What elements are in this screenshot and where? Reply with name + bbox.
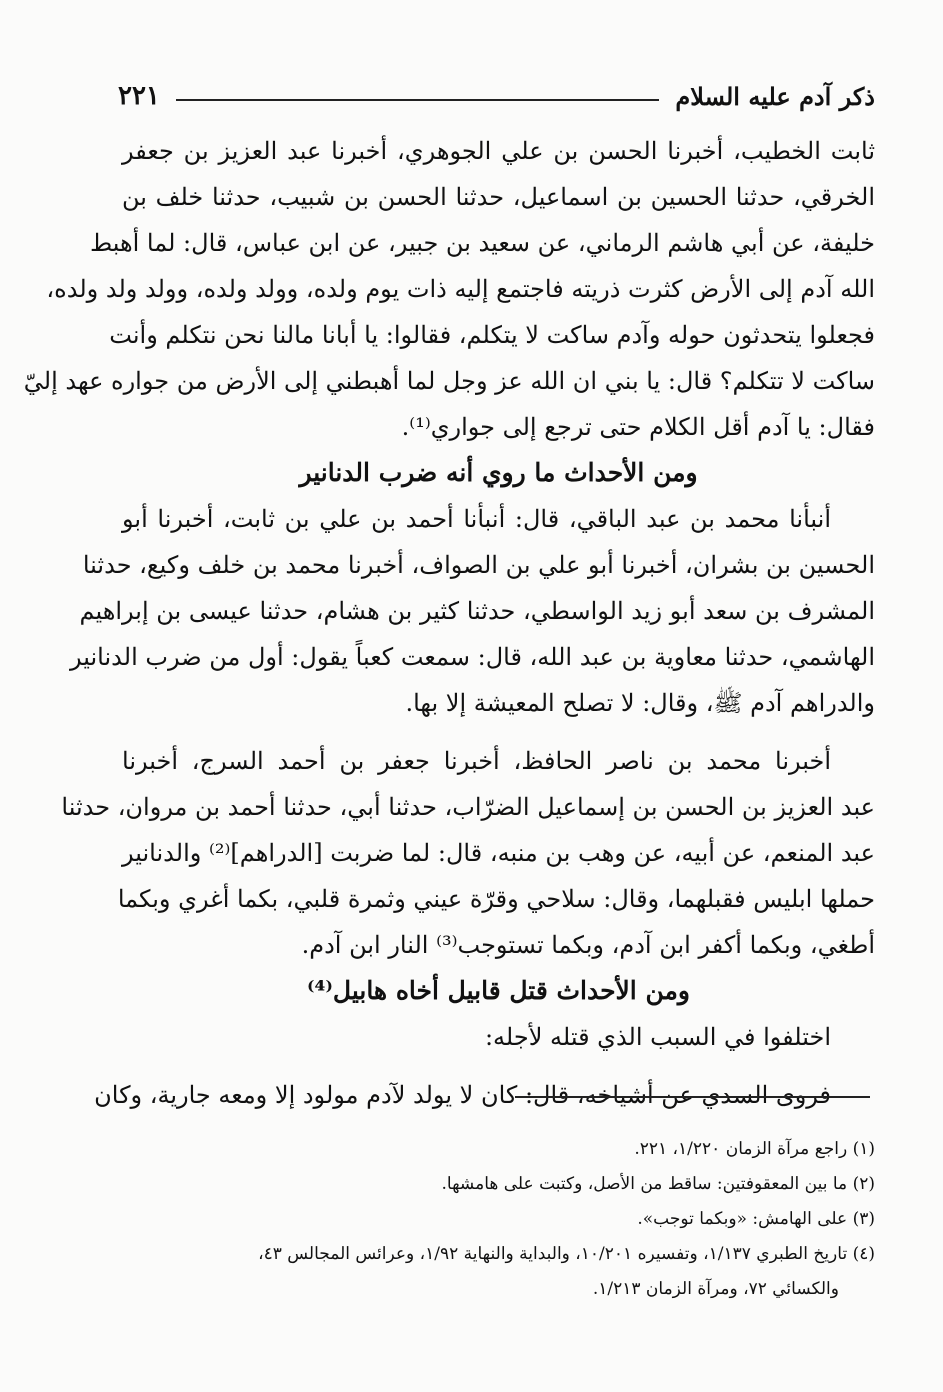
text-line: الهاشمي، حدثنا معاوية بن عبد الله، قال: سمعت كعباً يقول: أول من ضرب الدنانير [70,643,875,671]
text-line: أطغي، وبكما أكفر ابن آدم، وبكما تستوجب⁽³⁾ النار ابن آدم. [301,931,875,959]
section-heading: ومن الأحداث ما روي أنه ضرب الدنانير [299,458,698,487]
header-rule [176,99,660,101]
paragraph-gap [122,726,875,738]
text-line: عبد العزيز بن الحسن بن إسماعيل الضرّاب، حدثنا أبي، حدثنا أحمد بن مروان، حدثنا [61,793,875,821]
text-line: حملها ابليس فقبلهما، وقال: سلاحي وقرّة عيني وثمرة قلبي، بكما أغري وبكما [117,885,875,913]
main-text [23,128,875,1118]
footnote: (١) راجع مرآة الزمان ١/٢٢٠، ٢٢١. [634,1139,875,1159]
paragraph-gap [122,1060,875,1072]
text-line: ساكت لا تتكلم؟ قال: يا بني ان الله عز وجل لما أهبطني إلى الأرض من جواره عهد إليّ [23,367,875,395]
text-line: والدراهم آدم ﷺ، وقال: لا تصلح المعيشة إلا بها. [405,689,875,717]
footnote: (٣) على الهامش: «وبكما توجب». [637,1209,875,1229]
text-line: الحسين بن بشران، أخبرنا أبو علي بن الصواف، أخبرنا محمد بن خلف وكيع، حدثنا [82,551,875,579]
footnote: (٤) تاريخ الطبري ١/١٣٧، وتفسيره ١٠/٢٠١، والبداية والنهاية ١/٩٢، وعرائس المجالس ٤٣، [258,1244,875,1264]
text-line: فروى السدي عن أشياخه، قال: كان لا يولد لآدم مولود إلا ومعه جارية، وكان [94,1081,831,1109]
text-line: عبد المنعم، عن أبيه، عن وهب بن منبه، قال: لما ضربت [الدراهم]⁽²⁾ والدنانير [122,839,875,867]
footnotes [122,1132,875,1307]
text-line: أخبرنا محمد بن ناصر الحافظ، أخبرنا جعفر بن أحمد السرج، أخبرنا [122,747,831,775]
footnote-continuation: والكسائي ٧٢، ومرآة الزمان ١/٢١٣. [592,1279,839,1299]
text-line: فقال: يا آدم أقل الكلام حتى ترجع إلى جواري⁽¹⁾. [401,413,875,441]
text-line: الخرقي، حدثنا الحسين بن اسماعيل، حدثنا الحسن بن شبيب، حدثنا خلف بن [122,183,875,211]
footnote-separator [515,1096,870,1098]
running-header [118,74,875,118]
text-line: ثابت الخطيب، أخبرنا الحسن بن علي الجوهري، أخبرنا عبد العزيز بن جعفر [122,137,875,165]
page-number: ٢٢١ [118,81,160,111]
text-line: المشرف بن سعد أبو زيد الواسطي، حدثنا كثير بن هشام، حدثنا عيسى بن إبراهيم [79,597,875,625]
text-line: أنبأنا محمد بن عبد الباقي، قال: أنبأنا أحمد بن علي بن ثابت، أخبرنا أبو [122,505,831,533]
text-line: فجعلوا يتحدثون حوله وآدم ساكت لا يتكلم، فقالوا: يا أبانا مالنا نحن نتكلم وأنت [109,321,875,349]
text-line: اختلفوا في السبب الذي قتله لأجله: [484,1023,831,1051]
text-line: خليفة، عن أبي هاشم الرماني، عن سعيد بن جبير، عن ابن عباس، قال: لما أهبط [89,229,875,257]
section-heading: ومن الأحداث قتل قابيل أخاه هابيل⁽⁴⁾ [307,976,690,1005]
footnote: (٢) ما بين المعقوفتين: ساقط من الأصل، وكتبت على هامشها. [441,1174,875,1194]
chapter-title: ذكر آدم عليه السلام [675,81,875,111]
text-line: الله آدم إلى الأرض كثرت ذريته فاجتمع إليه ذات يوم ولده، وولد ولده، وولد ولد ولده، [46,275,875,303]
